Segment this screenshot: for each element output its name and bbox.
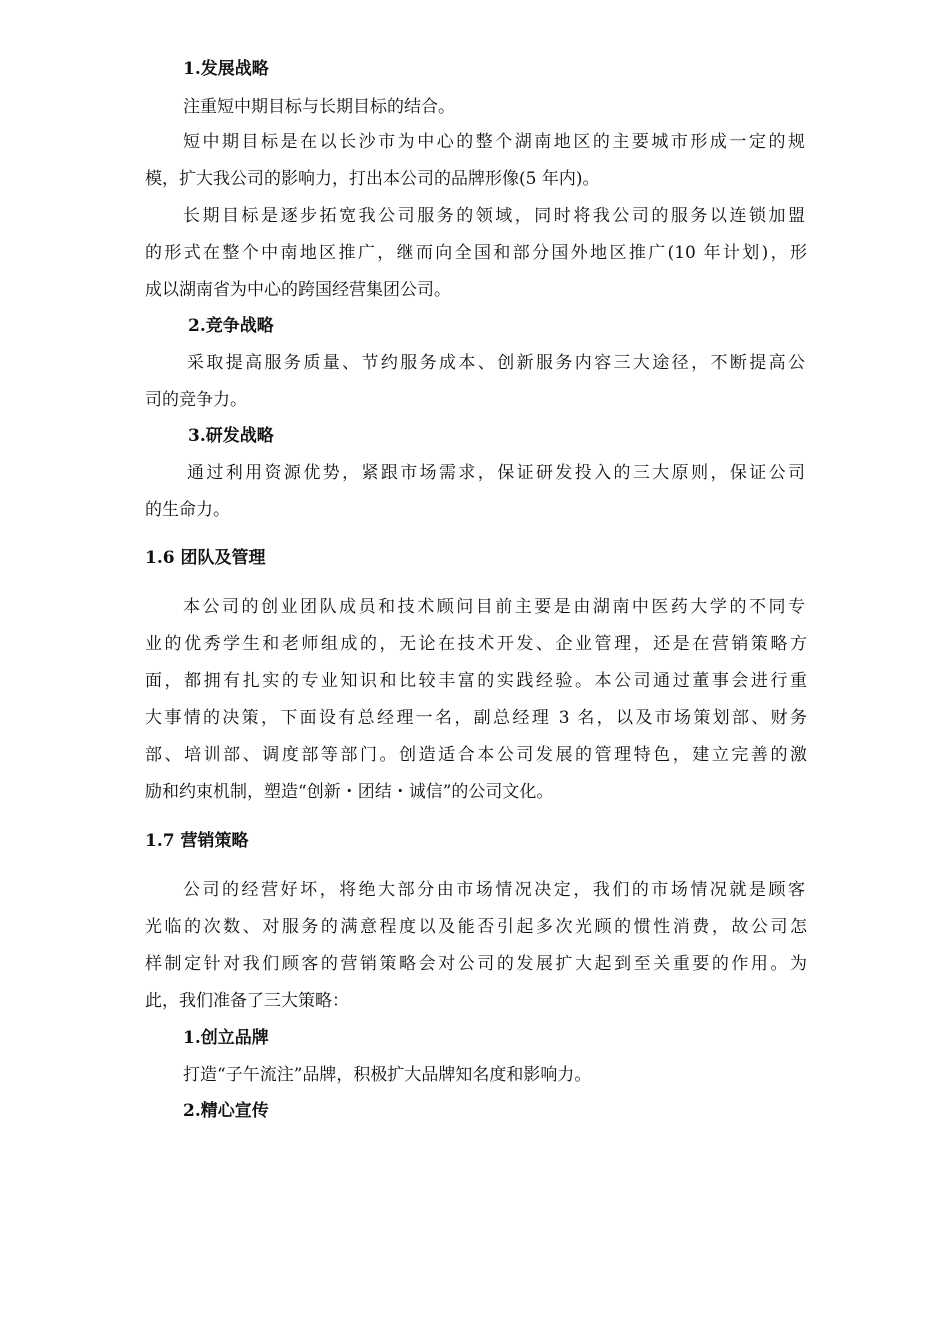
paragraph-line: 面，都拥有扎实的专业知识和比较丰富的实践经验。本公司通过董事会进行重 (145, 671, 807, 691)
subheading-rd-strategy: 3.研发战略 (188, 426, 274, 446)
paragraph-line: 大事情的决策，下面设有总经理一名，副总经理 3 名，以及市场策划部、财务 (145, 708, 807, 728)
paragraph-line: 的生命力。 (145, 500, 230, 520)
paragraph-line: 此，我们准备了三大策略： (145, 991, 349, 1011)
paragraph-line: 短中期目标是在以长沙市为中心的整个湖南地区的主要城市形成一定的规 (183, 132, 805, 152)
paragraph-line: 部、培训部、调度部等部门。创造适合本公司发展的管理特色，建立完善的激 (145, 745, 807, 765)
subheading-careful-promotion: 2.精心宣传 (183, 1101, 269, 1121)
paragraph-line: 公司的经营好坏，将绝大部分由市场情况决定，我们的市场情况就是顾客 (183, 880, 805, 900)
paragraph-line: 模，扩大我公司的影响力，打出本公司的品牌形像(5 年内)。 (145, 169, 600, 189)
subheading-build-brand: 1.创立品牌 (183, 1028, 269, 1048)
subheading-competition-strategy: 2.竞争战略 (188, 316, 274, 336)
paragraph-line: 打造“子午流注”品牌，积极扩大品牌知名度和影响力。 (183, 1065, 592, 1085)
paragraph-line: 司的竞争力。 (145, 390, 247, 410)
section-heading-marketing-strategy: 1.7 营销策略 (145, 831, 249, 851)
section-heading-team-management: 1.6 团队及管理 (145, 548, 266, 568)
paragraph-line: 采取提高服务质量、节约服务成本、创新服务内容三大途径，不断提高公 (187, 353, 805, 373)
subheading-development-strategy: 1.发展战略 (183, 59, 269, 79)
paragraph-line: 长期目标是逐步拓宽我公司服务的领域，同时将我公司的服务以连锁加盟 (183, 206, 805, 226)
paragraph-line: 本公司的创业团队成员和技术顾问目前主要是由湖南中医药大学的不同专 (183, 597, 805, 617)
paragraph-line: 样制定针对我们顾客的营销策略会对公司的发展扩大起到至关重要的作用。为 (145, 954, 807, 974)
paragraph-line: 注重短中期目标与长期目标的结合。 (183, 97, 455, 117)
paragraph-line: 业的优秀学生和老师组成的，无论在技术开发、企业管理，还是在营销策略方 (145, 634, 807, 654)
paragraph-line: 励和约束机制，塑造“创新・团结・诚信”的公司文化。 (145, 782, 554, 802)
paragraph-line: 光临的次数、对服务的满意程度以及能否引起多次光顾的惯性消费，故公司怎 (145, 917, 807, 937)
paragraph-line: 通过利用资源优势，紧跟市场需求，保证研发投入的三大原则，保证公司 (187, 463, 805, 483)
paragraph-line: 的形式在整个中南地区推广，继而向全国和部分国外地区推广(10 年计划)，形 (145, 243, 807, 263)
paragraph-line: 成以湖南省为中心的跨国经营集团公司。 (145, 280, 451, 300)
